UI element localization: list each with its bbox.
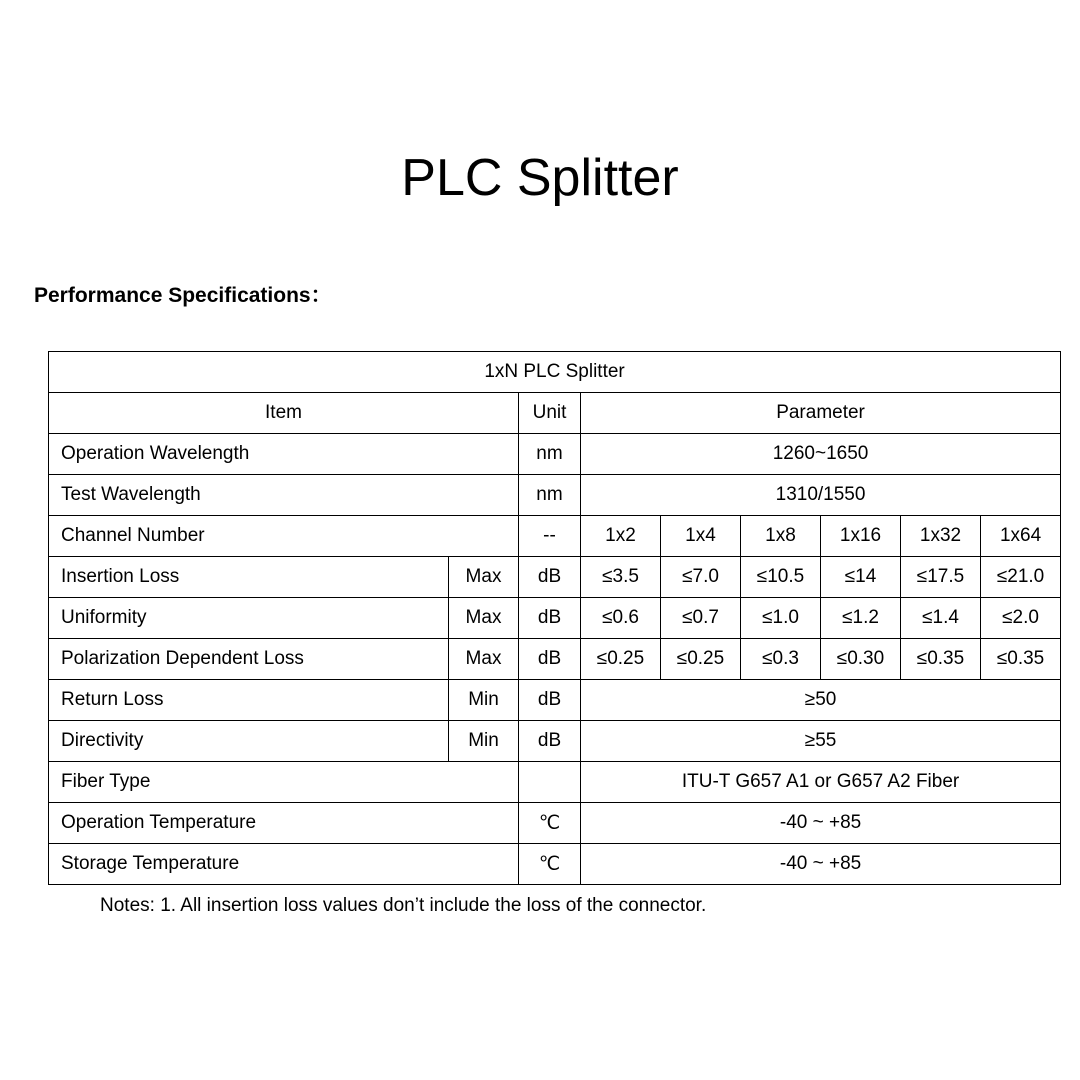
table-row [49,762,1061,803]
row-value: ≤0.25 [661,639,741,680]
row-minmax: Min [449,721,519,762]
row-item-label: Polarization Dependent Loss [49,639,449,680]
row-item-label: Operation Wavelength [49,434,519,475]
row-parameter: -40 ~ +85 [581,803,1061,844]
section-heading: Performance Specifications： [34,284,332,308]
table-notes: Notes: 1. All insertion loss values don’t include the loss of the connector. [100,895,707,917]
row-value: ≤1.4 [901,598,981,639]
row-item-label: Fiber Type [49,762,519,803]
row-parameter: 1260~1650 [581,434,1061,475]
page-title: PLC Splitter [401,149,679,207]
row-item-label: Uniformity [49,598,449,639]
table-row [49,844,1061,885]
table-caption: 1xN PLC Splitter [49,352,1061,393]
table-caption-row [49,352,1061,393]
row-unit: nm [519,475,581,516]
table-row [49,680,1061,721]
row-item-label: Insertion Loss [49,557,449,598]
row-minmax: Max [449,639,519,680]
row-item-label: Directivity [49,721,449,762]
row-value: ≤2.0 [981,598,1061,639]
row-unit: ℃ [519,844,581,885]
row-value: ≤0.25 [581,639,661,680]
column-header-unit: Unit [519,393,581,434]
table-row [49,598,1061,639]
row-unit: dB [519,598,581,639]
table-header-row [49,393,1061,434]
row-item-label: Operation Temperature [49,803,519,844]
row-parameter: ITU-T G657 A1 or G657 A2 Fiber [581,762,1061,803]
table-body [49,352,1061,885]
row-unit: -- [519,516,581,557]
row-item-label: Storage Temperature [49,844,519,885]
row-value: 1x16 [821,516,901,557]
table-row [49,803,1061,844]
row-item-label: Channel Number [49,516,519,557]
column-header-item: Item [49,393,519,434]
row-value: ≤14 [821,557,901,598]
row-parameter: 1310/1550 [581,475,1061,516]
column-header-parameter: Parameter [581,393,1061,434]
table-row [49,557,1061,598]
row-value: ≤7.0 [661,557,741,598]
row-minmax: Max [449,557,519,598]
row-value: 1x8 [741,516,821,557]
row-unit: dB [519,721,581,762]
row-item-label: Test Wavelength [49,475,519,516]
table-row [49,516,1061,557]
row-unit [519,762,581,803]
table-row [49,434,1061,475]
row-value: 1x2 [581,516,661,557]
specifications-table [48,351,1061,885]
row-value: ≤10.5 [741,557,821,598]
row-minmax: Max [449,598,519,639]
row-unit: ℃ [519,803,581,844]
row-parameter: -40 ~ +85 [581,844,1061,885]
row-item-label: Return Loss [49,680,449,721]
row-value: ≤17.5 [901,557,981,598]
row-parameter: ≥55 [581,721,1061,762]
row-value: ≤0.35 [901,639,981,680]
row-value: 1x4 [661,516,741,557]
row-unit: dB [519,680,581,721]
row-value: ≤21.0 [981,557,1061,598]
row-parameter: ≥50 [581,680,1061,721]
table-row [49,475,1061,516]
row-value: ≤3.5 [581,557,661,598]
row-unit: dB [519,639,581,680]
specifications-table-container [48,351,1045,917]
row-unit: dB [519,557,581,598]
row-value: 1x32 [901,516,981,557]
row-value: ≤0.35 [981,639,1061,680]
row-value: ≤0.30 [821,639,901,680]
table-row [49,721,1061,762]
row-value: ≤0.6 [581,598,661,639]
row-value: ≤0.3 [741,639,821,680]
row-unit: nm [519,434,581,475]
table-row [49,639,1061,680]
row-value: 1x64 [981,516,1061,557]
row-minmax: Min [449,680,519,721]
row-value: ≤1.2 [821,598,901,639]
row-value: ≤1.0 [741,598,821,639]
row-value: ≤0.7 [661,598,741,639]
